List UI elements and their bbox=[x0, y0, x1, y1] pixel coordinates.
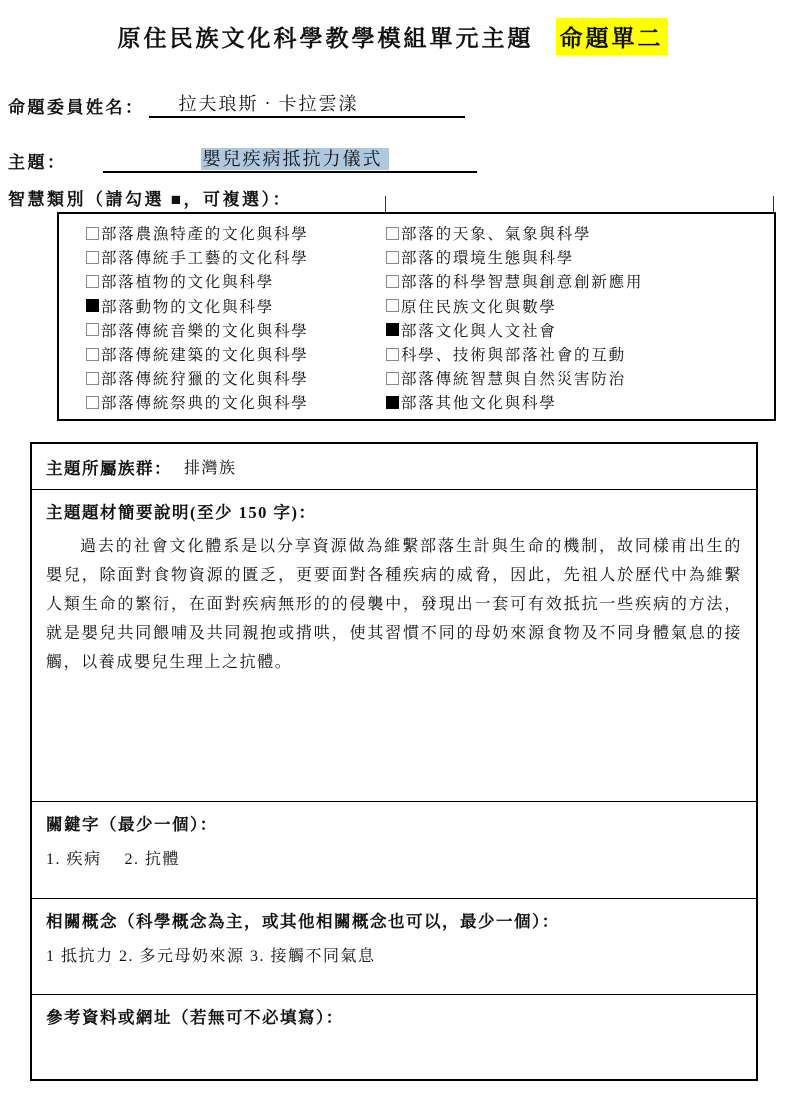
category-checkbox-table bbox=[57, 212, 776, 421]
concepts-label: 相關概念（科學概念為主，或其他相關概念也可以，最少一個）： bbox=[46, 912, 560, 931]
checkbox-icon[interactable] bbox=[386, 275, 399, 288]
checkbox-icon[interactable] bbox=[86, 227, 99, 240]
checkbox-column-right bbox=[386, 221, 774, 419]
checkbox-label: 部落傳統建築的文化與科學 bbox=[101, 347, 309, 365]
checkbox-icon[interactable] bbox=[386, 372, 399, 385]
checkbox-icon[interactable] bbox=[386, 251, 399, 264]
checkbox-label: 部落傳統智慧與自然災害防治 bbox=[401, 371, 626, 389]
checkbox-item[interactable] bbox=[386, 366, 774, 390]
checkbox-label: 部落動物的文化與科學 bbox=[101, 298, 275, 316]
concepts-row bbox=[32, 899, 756, 995]
checkbox-item[interactable] bbox=[386, 318, 774, 342]
description-text: 過去的社會文化體系是以分享資源做為維繫部落生計與生命的機制，故同樣甫出生的嬰兒，除面對食物資源的匱乏，更要面對各種疾病的威脅，因此，先祖人於歷代中為維繫人類生命的繁衍，在面對疾病無形的的侵襲中，發現出一套可有效抵抗一些疾病的方法，就是嬰兒共同餵哺及共同親抱或揹哄，使其習慣不同的母奶來源食物及不同身體氣息的接觸，以養成嬰兒生理上之抗體。 bbox=[46, 538, 742, 671]
ethnic-group-value: 排灣族 bbox=[184, 460, 237, 477]
topic-field bbox=[103, 147, 477, 173]
description-row bbox=[32, 490, 756, 802]
checkbox-label: 部落植物的文化與科學 bbox=[101, 274, 275, 292]
checkbox-label: 部落傳統祭典的文化與科學 bbox=[101, 395, 309, 413]
checkbox-label: 部落的環境生態與科學 bbox=[401, 250, 575, 268]
checkbox-icon[interactable] bbox=[86, 396, 99, 409]
keywords-value: 1. 疾病 2. 抗體 bbox=[46, 851, 181, 868]
checkbox-item[interactable] bbox=[86, 390, 386, 414]
checkbox-icon[interactable] bbox=[86, 275, 99, 288]
checkbox-label: 原住民族文化與數學 bbox=[401, 298, 557, 316]
topic-value-highlighted: 嬰兒疾病抵抗力儀式 bbox=[201, 148, 389, 170]
committee-name-field bbox=[149, 92, 465, 118]
checkbox-item[interactable] bbox=[86, 366, 386, 390]
checkbox-item[interactable] bbox=[386, 245, 774, 269]
checkbox-item[interactable] bbox=[386, 221, 774, 245]
checkbox-icon[interactable] bbox=[86, 251, 99, 264]
checkbox-item[interactable] bbox=[86, 342, 386, 366]
concepts-value: 1 抵抗力 2. 多元母奶來源 3. 接觸不同氣息 bbox=[46, 948, 376, 965]
category-section-label bbox=[8, 185, 292, 210]
checkbox-icon[interactable] bbox=[86, 323, 99, 336]
checkbox-item[interactable] bbox=[86, 221, 386, 245]
checkbox-label: 部落的科學智慧與創意創新應用 bbox=[401, 274, 644, 292]
checkbox-icon[interactable] bbox=[386, 348, 399, 361]
checkbox-icon[interactable] bbox=[386, 299, 399, 312]
topic-label: 主題： bbox=[8, 153, 67, 172]
checkbox-label: 部落傳統手工藝的文化科學 bbox=[101, 250, 309, 268]
checkbox-icon[interactable] bbox=[86, 348, 99, 361]
checkbox-label: 部落傳統音樂的文化與科學 bbox=[101, 322, 309, 340]
checkbox-label: 部落農漁特產的文化與科學 bbox=[101, 226, 309, 244]
checkbox-icon[interactable] bbox=[386, 227, 399, 240]
checkbox-icon[interactable] bbox=[386, 323, 399, 336]
checkbox-item[interactable] bbox=[386, 342, 774, 366]
checkbox-item[interactable] bbox=[86, 269, 386, 293]
reference-row bbox=[32, 995, 756, 1079]
checkbox-icon[interactable] bbox=[86, 372, 99, 385]
checkbox-item[interactable] bbox=[86, 318, 386, 342]
checkbox-column-left bbox=[86, 221, 386, 419]
checkbox-item[interactable] bbox=[386, 390, 774, 414]
checkbox-label: 科學、技術與部落社會的互動 bbox=[401, 347, 626, 365]
checkbox-label: 部落其他文化與科學 bbox=[401, 395, 557, 413]
ethnic-group-label: 主題所屬族群： bbox=[46, 458, 172, 478]
committee-name-row bbox=[8, 92, 465, 118]
reference-label: 參考資料或網址（若無可不必填寫）： bbox=[46, 1008, 344, 1027]
checkbox-label: 部落文化與人文社會 bbox=[401, 322, 557, 340]
checkbox-label: 部落的天象、氣象與科學 bbox=[401, 226, 592, 244]
checkbox-item[interactable] bbox=[86, 294, 386, 318]
checkbox-icon[interactable] bbox=[386, 396, 399, 409]
ethnic-group-row bbox=[32, 444, 756, 490]
checkbox-icon[interactable] bbox=[86, 299, 99, 312]
committee-name-label: 命題委員姓名： bbox=[8, 98, 145, 117]
detail-table bbox=[30, 442, 758, 1081]
table-artifact-line bbox=[773, 196, 774, 213]
keywords-row bbox=[32, 802, 756, 899]
checkbox-item[interactable] bbox=[386, 269, 774, 293]
topic-row bbox=[8, 147, 477, 173]
checkbox-item[interactable] bbox=[86, 245, 386, 269]
committee-name-value: 拉夫琅斯‧卡拉雲漾 bbox=[178, 94, 359, 114]
keywords-label: 關鍵字（最少一個）： bbox=[46, 815, 218, 834]
page-title-highlight-tag: 命題單二 bbox=[556, 18, 668, 55]
category-label-text: 智慧類別（請勾選 ■，可複選）： bbox=[8, 190, 293, 209]
checkbox-item[interactable] bbox=[386, 294, 774, 318]
table-artifact-line bbox=[385, 196, 386, 213]
checkbox-label: 部落傳統狩獵的文化與科學 bbox=[101, 371, 309, 389]
description-label: 主題題材簡要說明(至少 150 字)： bbox=[46, 503, 317, 522]
page-title bbox=[0, 18, 785, 55]
page-title-text: 原住民族文化科學教學模組單元主題 bbox=[117, 26, 534, 51]
